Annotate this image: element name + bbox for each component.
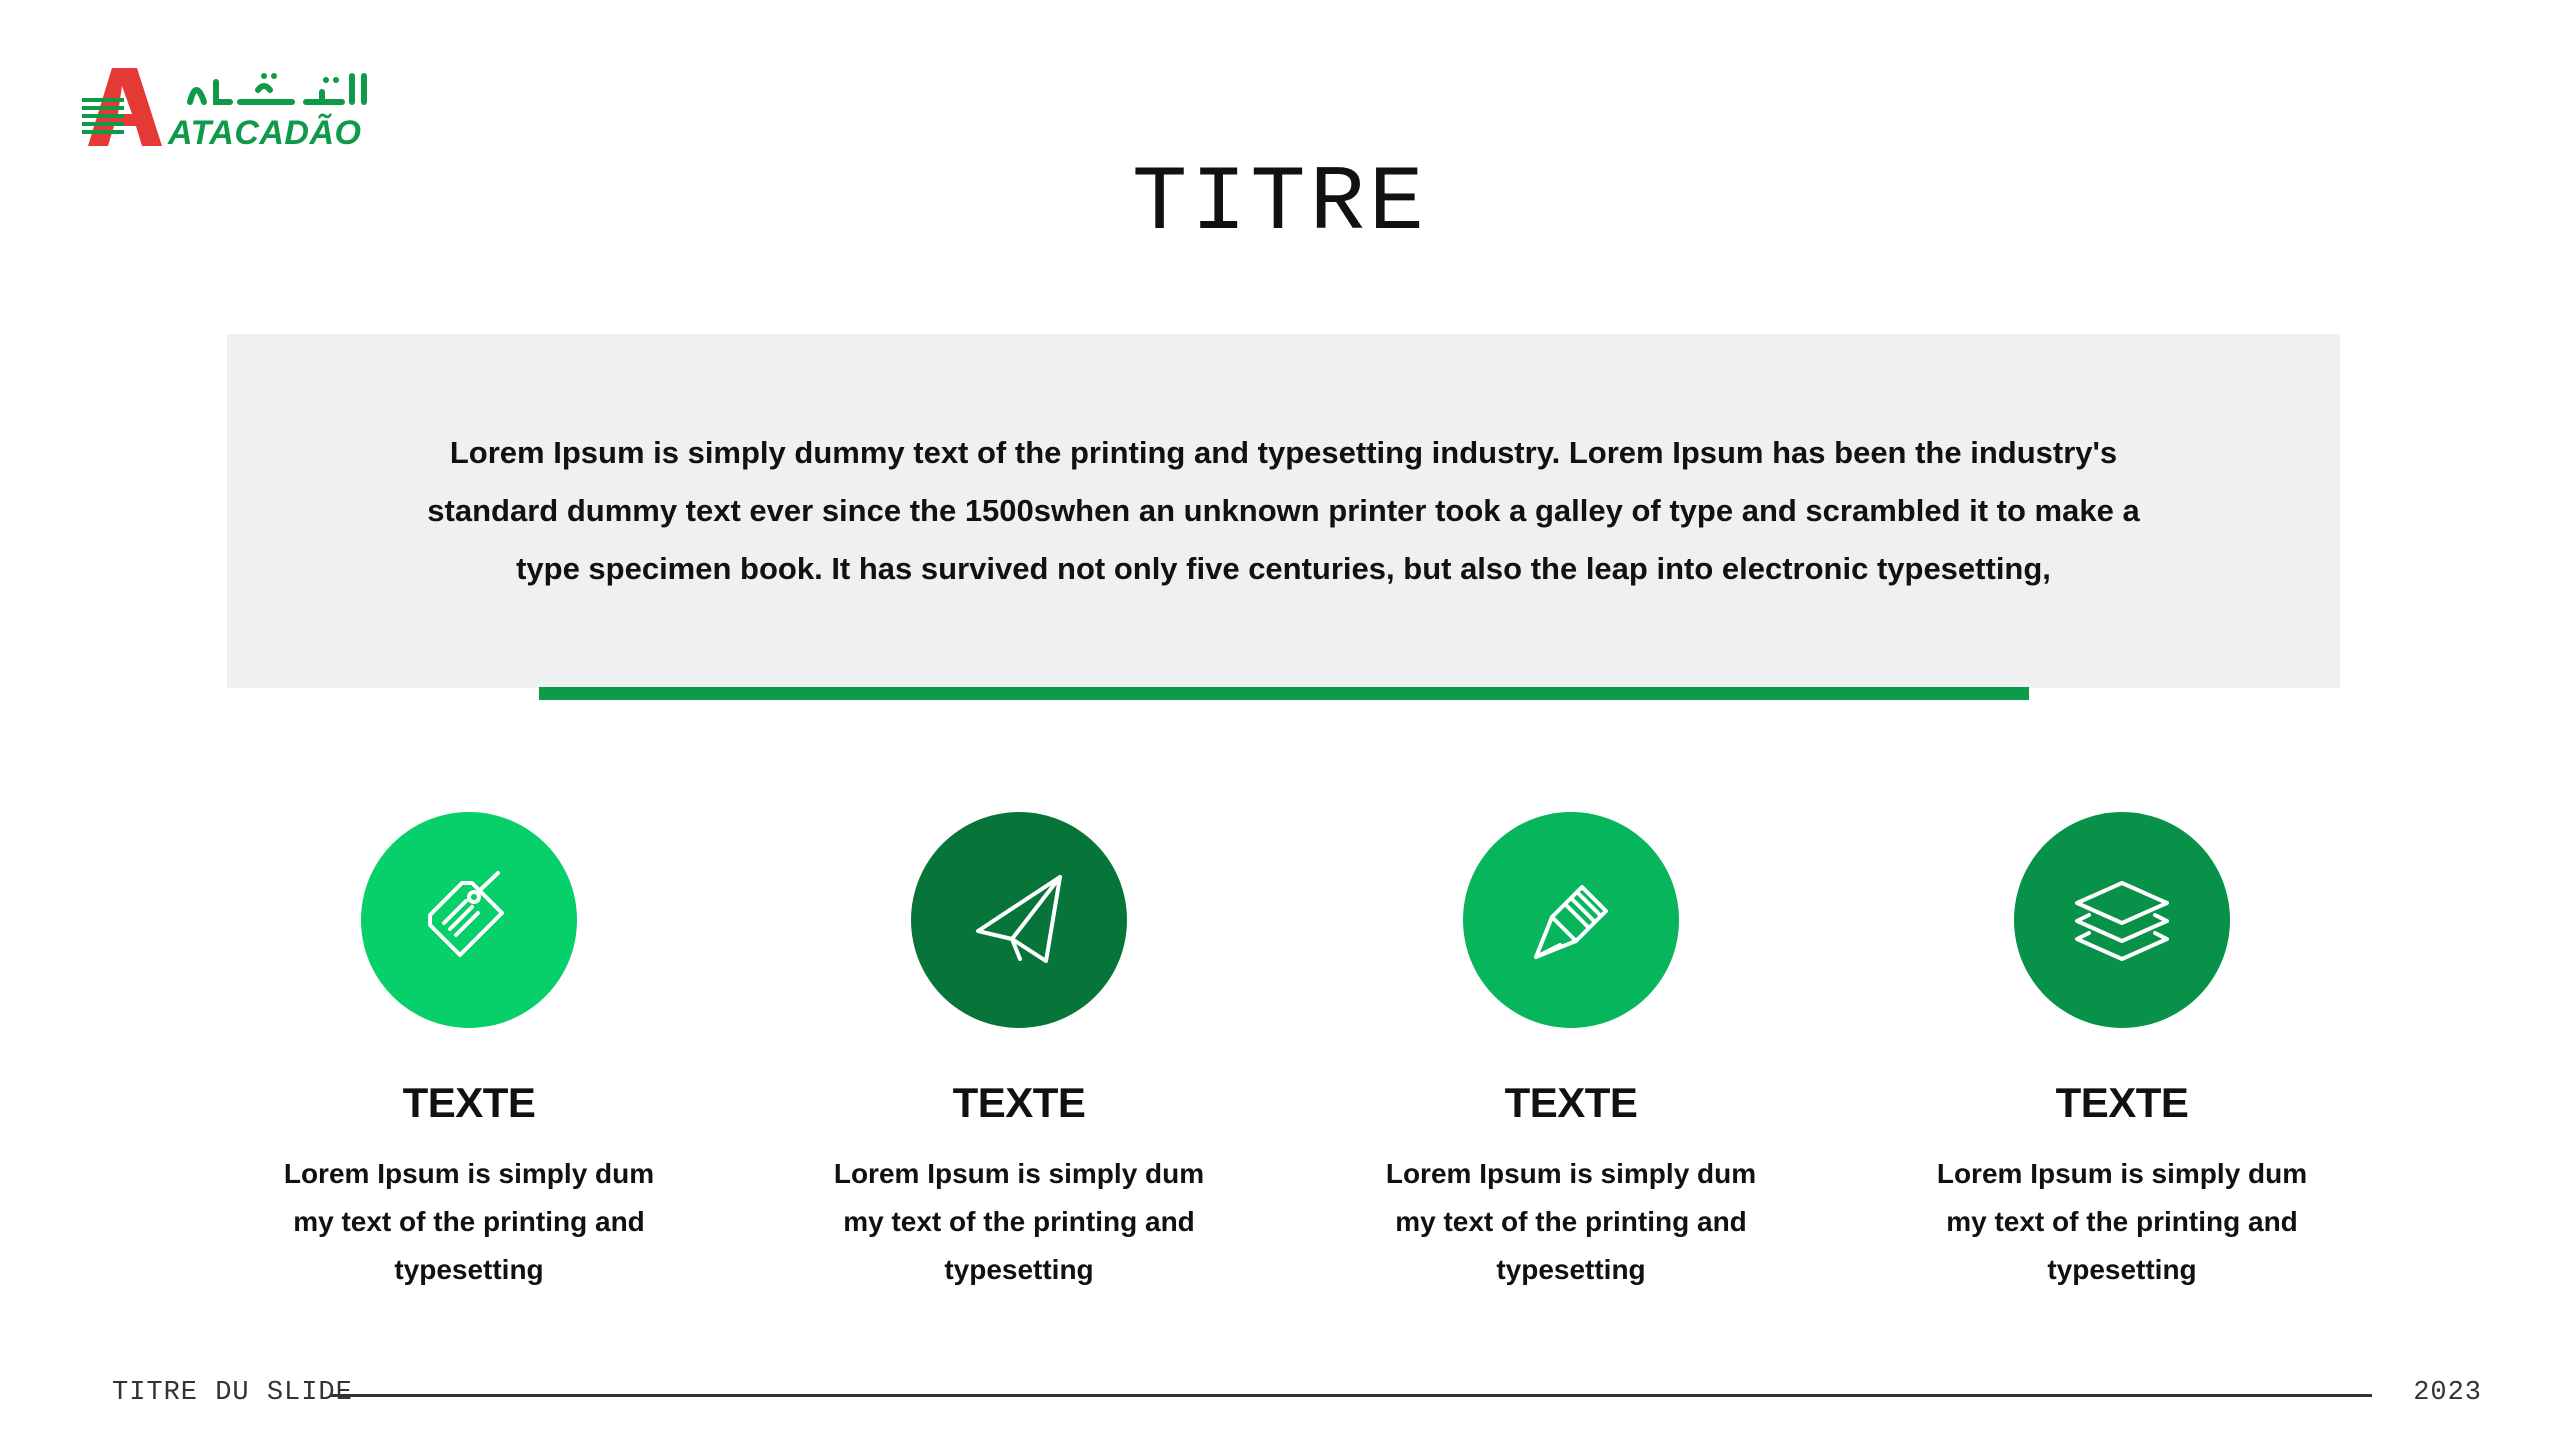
feature-title: TEXTE [2055, 1079, 2189, 1126]
feature-description: Lorem Ipsum is simply dum my text of the printing and typesetting [1936, 1158, 2308, 1285]
feature-title: TEXTE [952, 1079, 1086, 1126]
slide-footer-title: TITRE DU SLIDE [112, 1378, 353, 1408]
intro-panel [227, 334, 2340, 688]
feature-card-1 [209, 812, 729, 1294]
feature-icon-circle [361, 812, 577, 1028]
feature-icon-circle [2014, 812, 2230, 1028]
layers-icon [2067, 865, 2177, 975]
brand-logo [82, 68, 372, 158]
footer-divider [330, 1394, 2372, 1397]
price-tag-icon [414, 865, 524, 975]
feature-title: TEXTE [402, 1079, 536, 1126]
feature-card-2 [759, 812, 1279, 1294]
intro-text: Lorem Ipsum is simply dummy text of the printing and typesetting industry. Lorem Ipsum has been the industry's standard dummy text ever since the 1500swhen an unknown printer took a galley of type and scrambled it to make a type specimen book. It has survived not only five centuries, but also the leap into electronic typesetting, [427, 435, 2140, 586]
slide-footer-year: 2023 [2413, 1378, 2482, 1408]
feature-title: TEXTE [1504, 1079, 1638, 1126]
feature-description: Lorem Ipsum is simply dum my text of the printing and typesetting [283, 1158, 655, 1285]
feature-icon-circle [911, 812, 1127, 1028]
pencil-icon [1516, 865, 1626, 975]
accent-divider [539, 687, 2029, 700]
feature-description: Lorem Ipsum is simply dum my text of the printing and typesetting [833, 1158, 1205, 1285]
feature-card-4 [1862, 812, 2382, 1294]
feature-icon-circle [1463, 812, 1679, 1028]
paper-plane-icon [964, 865, 1074, 975]
logo-arabic-wordmark-icon [182, 68, 372, 112]
feature-description: Lorem Ipsum is simply dum my text of the printing and typesetting [1385, 1158, 1757, 1285]
logo-name: ATACADÃO [168, 114, 362, 152]
atacadao-logo-mark-icon [82, 68, 167, 148]
feature-card-3 [1311, 812, 1831, 1294]
page-title: TITRE [1131, 151, 1429, 256]
